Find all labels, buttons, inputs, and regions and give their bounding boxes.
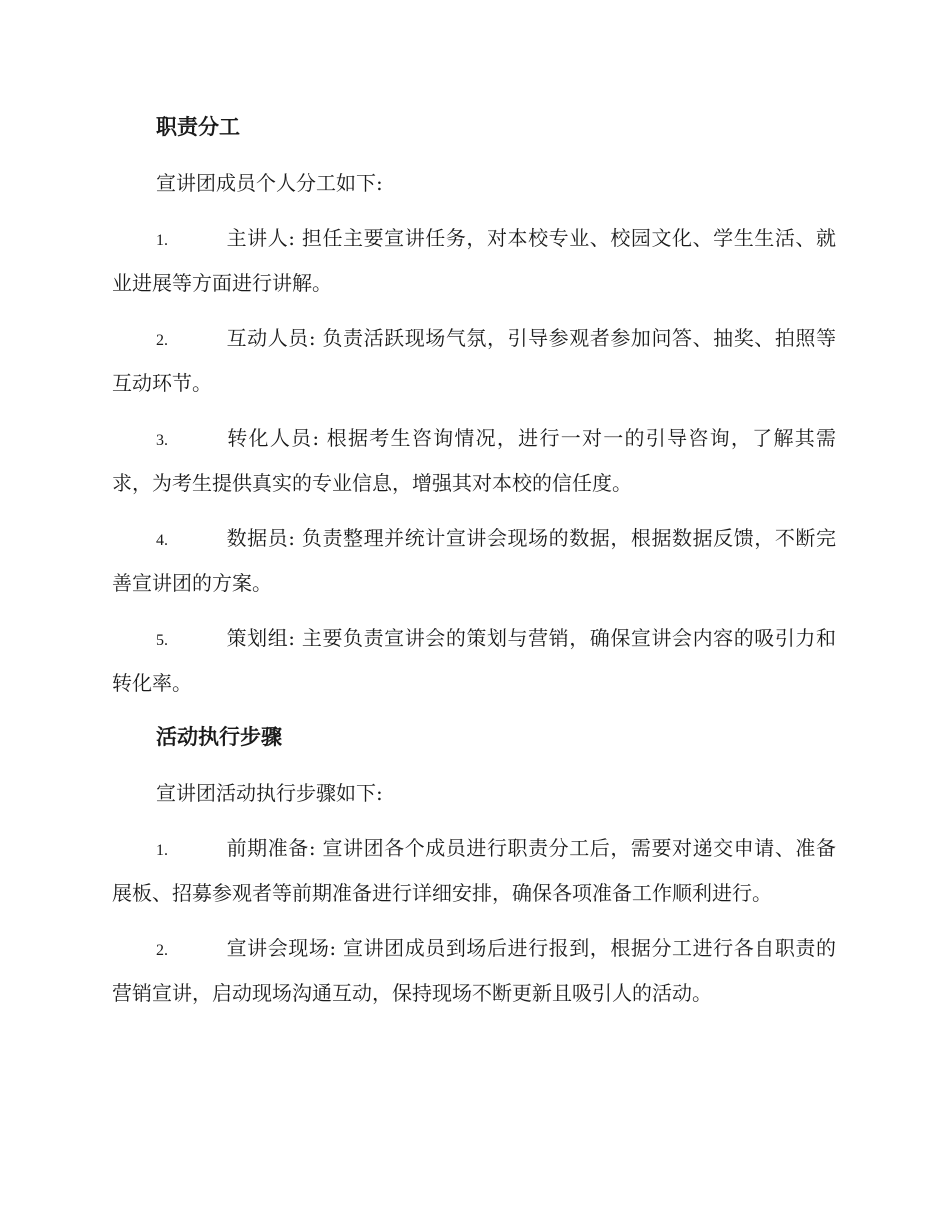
list-text: 主讲人: 担任主要宣讲任务，对本校专业、校园文化、学生生活、就业进展等方面进行讲解。 [112, 226, 836, 295]
section-intro-steps: 宣讲团活动执行步骤如下: [156, 781, 383, 805]
steps-list [112, 827, 836, 1014]
list-item [112, 827, 836, 914]
list-number: 3. [156, 432, 168, 449]
list-text: 策划组: 主要负责宣讲会的策划与营销，确保宣讲会内容的吸引力和转化率。 [112, 626, 836, 695]
duties-list [112, 217, 836, 704]
list-text: 互动人员: 负责活跃现场气氛，引导参观者参加问答、抽奖、拍照等互动环节。 [112, 326, 836, 395]
list-item [112, 927, 836, 1014]
list-number: 2. [156, 332, 168, 349]
list-text: 宣讲会现场: 宣讲团成员到场后进行报到，根据分工进行各自职责的营销宣讲，启动现场沟通互动，保持现场不断更新且吸引人的活动。 [112, 936, 836, 1005]
list-item [112, 217, 836, 304]
list-number: 2. [156, 942, 168, 959]
list-item [112, 317, 836, 404]
section-intro-duties: 宣讲团成员个人分工如下: [156, 171, 383, 195]
section-title-duties: 职责分工 [156, 114, 240, 139]
section-title-steps: 活动执行步骤 [156, 724, 282, 749]
list-text: 数据员: 负责整理并统计宣讲会现场的数据，根据数据反馈，不断完善宣讲团的方案。 [112, 526, 836, 595]
list-number: 1. [156, 232, 168, 249]
list-item [112, 617, 836, 704]
list-text: 前期准备: 宣讲团各个成员进行职责分工后，需要对递交申请、准备展板、招募参观者等前期准备进行详细安排，确保各项准备工作顺利进行。 [112, 836, 836, 905]
list-number: 5. [156, 632, 168, 649]
list-number: 4. [156, 532, 168, 549]
document-page [112, 106, 836, 1014]
list-item [112, 417, 836, 504]
list-text: 转化人员: 根据考生咨询情况，进行一对一的引导咨询，了解其需求，为考生提供真实的专业信息，增强其对本校的信任度。 [112, 426, 836, 495]
list-number: 1. [156, 842, 168, 859]
list-item [112, 517, 836, 604]
